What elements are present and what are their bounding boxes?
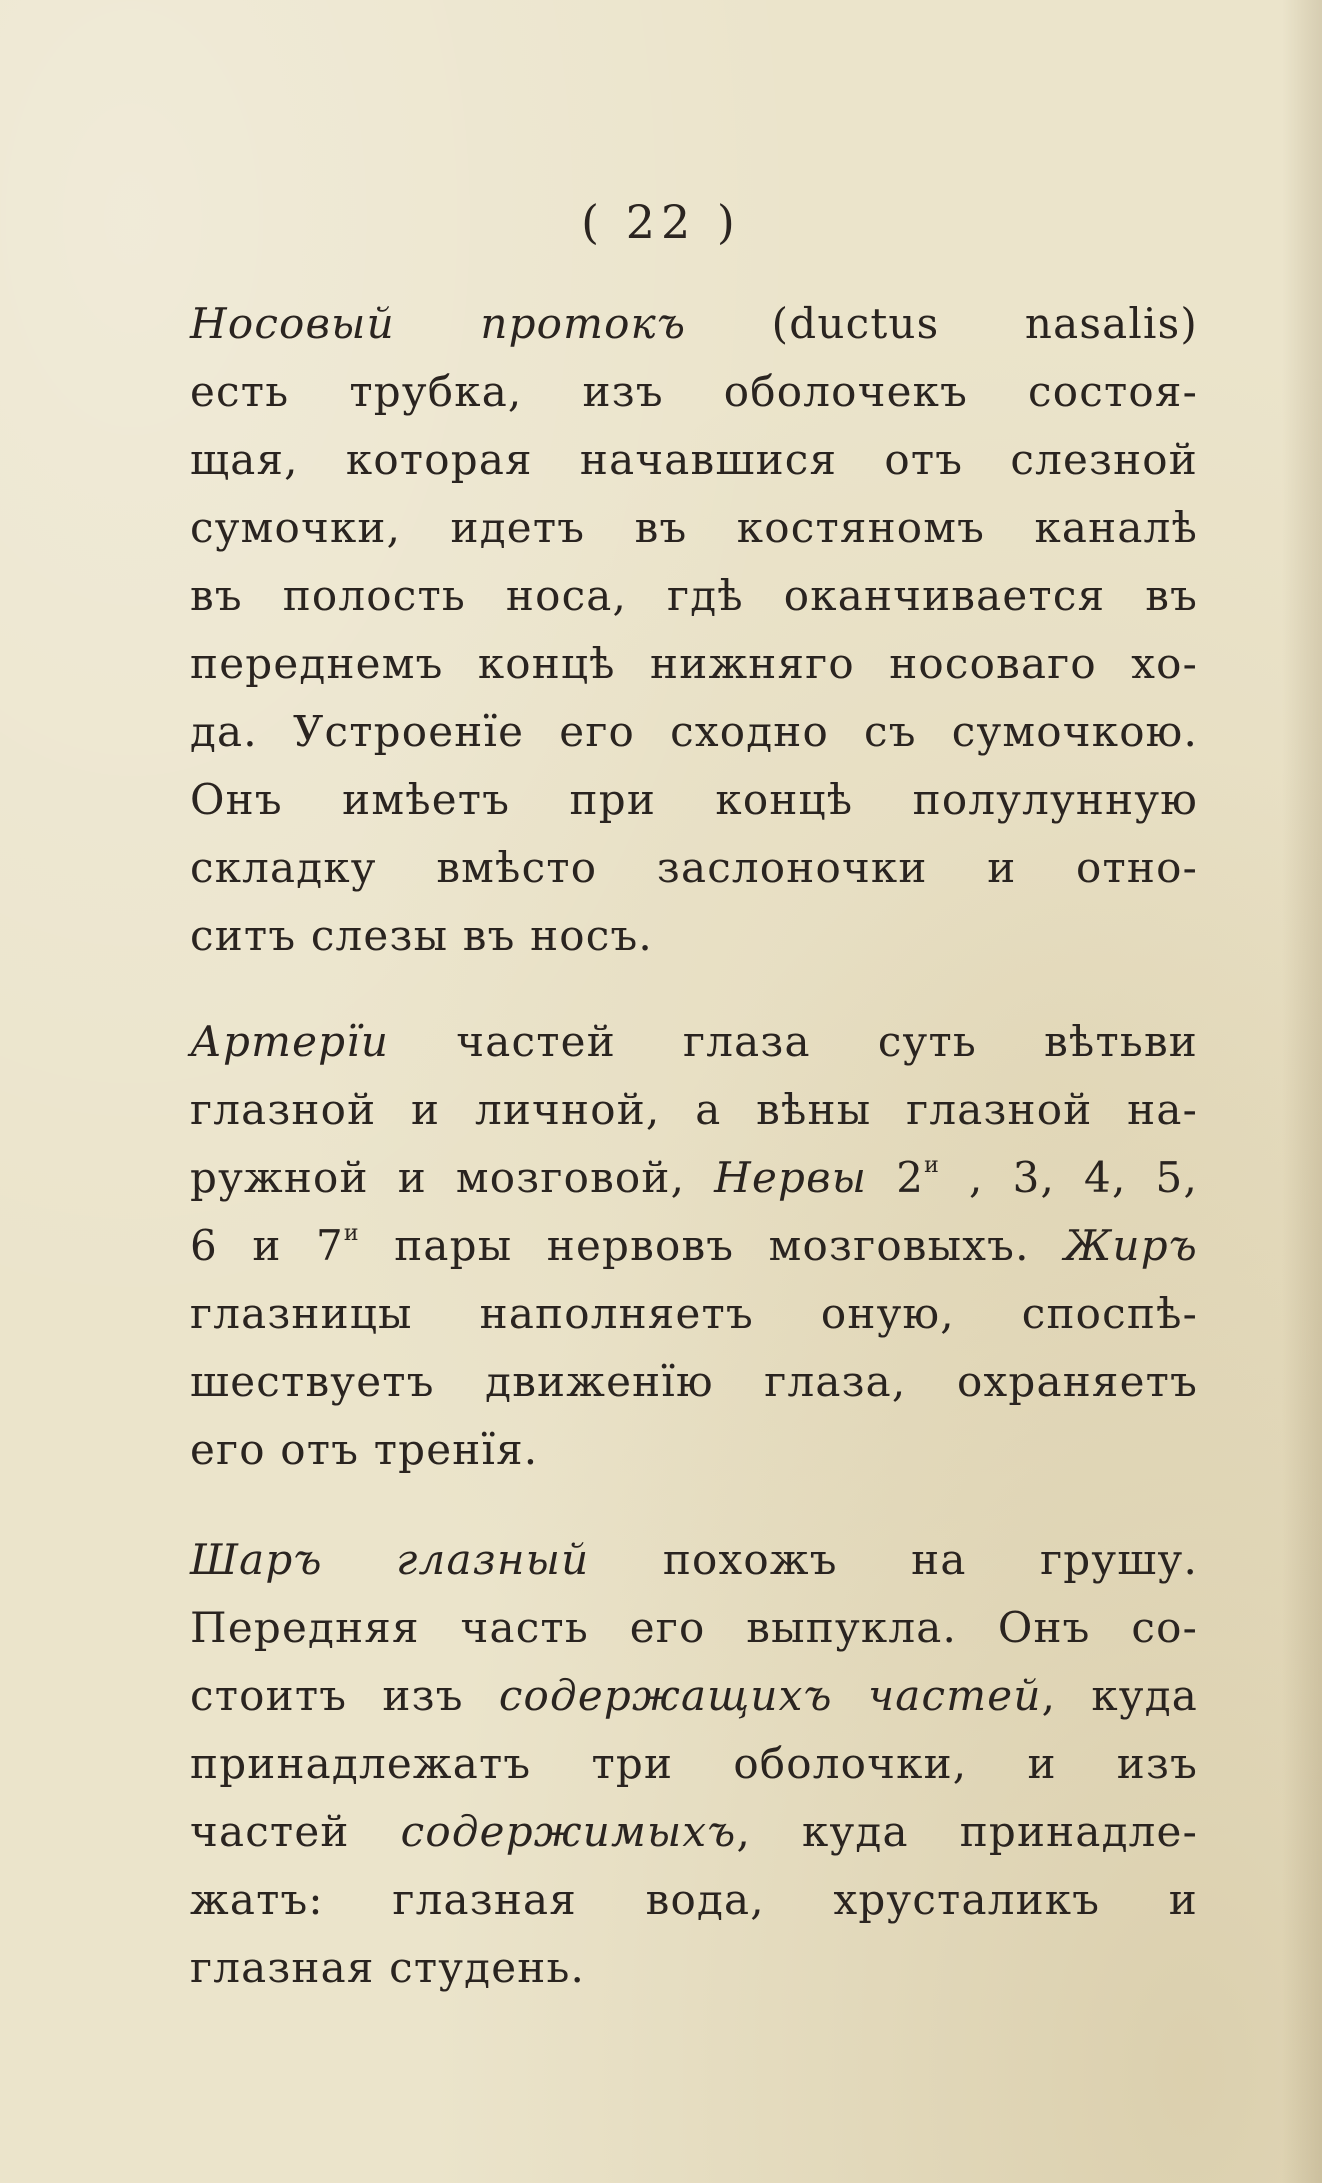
text-line [190, 562, 1198, 630]
italic-term: Носовый протокъ [190, 299, 687, 348]
text-line [190, 1280, 1198, 1348]
italic-term: содержимыхъ [400, 1807, 737, 1856]
italic-term: Жиръ [1064, 1221, 1198, 1270]
text-run: , 3, 4, 5, [940, 1153, 1198, 1202]
italic-term: Шаръ глазный [190, 1535, 590, 1584]
paragraph-arteries [190, 1008, 1198, 1484]
text-run: ситъ слезы въ носъ. [190, 911, 653, 960]
text-run: частей глаза суть вѣтьви [389, 1017, 1198, 1066]
superscript: и [343, 1221, 360, 1246]
text-line [190, 1348, 1198, 1416]
text-run: складку вмѣсто заслоночки и отно- [190, 843, 1198, 892]
text-line [190, 1866, 1198, 1934]
text-run: , куда [1041, 1671, 1198, 1720]
text-run: пары нервовъ мозговыхъ. [359, 1221, 1065, 1270]
text-run: глазной и личной, а вѣны глазной на- [190, 1085, 1198, 1134]
text-line [190, 1008, 1198, 1076]
text-run: глазная студень. [190, 1943, 586, 1992]
text-run: (ductus nasalis) [686, 299, 1198, 348]
text-run: ружной и мозговой, [190, 1153, 715, 1202]
text-run: 2 [867, 1153, 925, 1202]
text-run: переднемъ концѣ нижняго носоваго хо- [190, 639, 1198, 688]
text-run: похожъ на грушу. [589, 1535, 1198, 1584]
text-line [190, 1798, 1198, 1866]
text-line [190, 1144, 1198, 1212]
text-line [190, 834, 1198, 902]
text-run: сумочки, идетъ въ костяномъ каналѣ [190, 503, 1198, 552]
text-line [190, 290, 1198, 358]
text-line [190, 1212, 1198, 1280]
italic-term: Нервы [714, 1153, 868, 1202]
text-line [190, 1934, 1198, 2002]
text-run: есть трубка, изъ оболочекъ состоя- [190, 367, 1198, 416]
text-line [190, 1416, 1198, 1484]
text-run: шествуетъ движенїю глаза, охраняетъ [190, 1357, 1198, 1406]
text-line [190, 358, 1198, 426]
text-line [190, 494, 1198, 562]
text-run: частей [190, 1807, 401, 1856]
italic-term: Артерїи [190, 1017, 390, 1066]
text-run: щая, которая начавшися отъ слезной [190, 435, 1198, 484]
text-run: глазницы наполняетъ оную, споспѣ- [190, 1289, 1198, 1338]
text-run: его отъ тренїя. [190, 1425, 539, 1474]
text-line [190, 1662, 1198, 1730]
text-line [190, 1594, 1198, 1662]
text-run: 6 и 7 [190, 1221, 344, 1270]
text-line [190, 1526, 1198, 1594]
text-run: да. Устроенїе его сходно съ сумочкою. [190, 707, 1198, 756]
text-run: Онъ имѣетъ при концѣ полулунную [190, 775, 1198, 824]
text-run: въ полость носа, гдѣ оканчивается въ [190, 571, 1198, 620]
italic-term: содержащихъ частей [498, 1671, 1042, 1720]
paragraph-eyeball [190, 1526, 1198, 2002]
text-line [190, 902, 1198, 970]
paragraph-nasal-duct [190, 290, 1198, 970]
text-line [190, 630, 1198, 698]
text-run: стоитъ изъ [190, 1671, 499, 1720]
superscript: и [924, 1153, 940, 1178]
text-line [190, 426, 1198, 494]
text-run: , куда принадле- [736, 1807, 1199, 1856]
text-run: принадлежатъ три оболочки, и изъ [190, 1739, 1198, 1788]
page-number: ( 22 ) [581, 195, 741, 249]
text-line [190, 1730, 1198, 1798]
text-line [190, 698, 1198, 766]
page-edge-shadow [1282, 0, 1322, 2183]
text-line [190, 766, 1198, 834]
text-line [190, 1076, 1198, 1144]
text-run: жатъ: глазная вода, хрусталикъ и [190, 1875, 1198, 1924]
text-run: Передняя часть его выпукла. Онъ со- [190, 1603, 1198, 1652]
